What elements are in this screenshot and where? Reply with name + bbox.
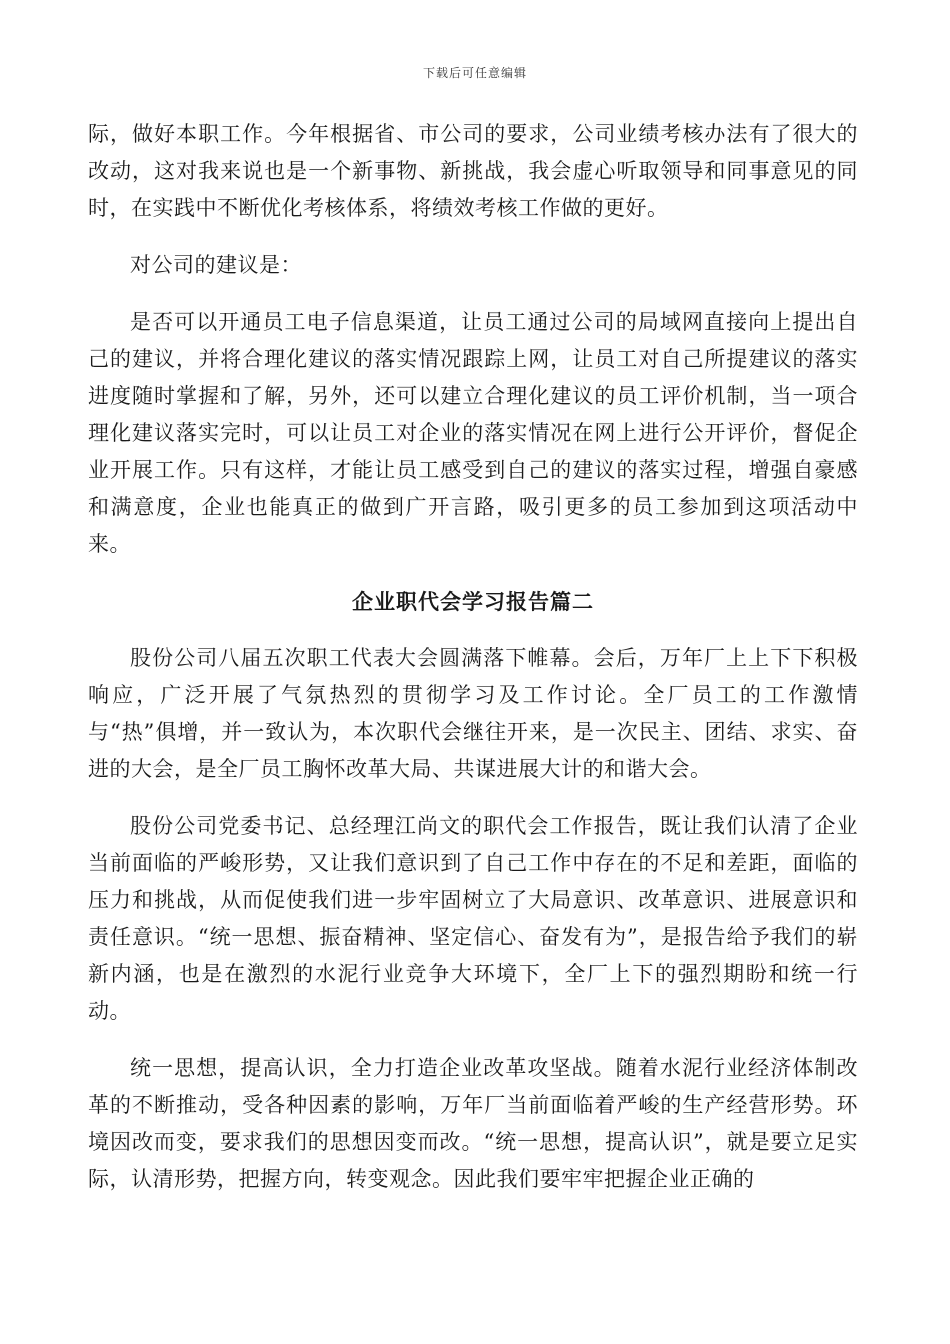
- page-header: 下载后可任意编辑: [422, 66, 527, 80]
- paragraph-5: 股份公司党委书记、总经理江尚文的职代会工作报告，既让我们认清了企业当前面临的严峻形势，又让我们意识到了自己工作中存在的不足和差距，面临的压力和挑战，从而促使我们进一步牢固树立了大局意识、改革意识、进展意识和责任意识。“统一思想、振奋精神、坚定信心、奋发有为”，是报告给予我们的崭新内涵，也是在激烈的水泥行业竞争大环境下，全厂上下的强烈期盼和统一行动。: [88, 814, 858, 1023]
- paragraph-4: 股份公司八届五次职工代表大会圆满落下帷幕。会后，万年厂上上下下积极响应，广泛开展了气氛热烈的贯彻学习及工作讨论。全厂员工的工作激情与“热”俱增，并一致认为，本次职代会继往开来，是一次民主、团结、求实、奋进的大会，是全厂员工胸怀改革大局、共谋进展大计的和谐大会。: [88, 646, 858, 781]
- paragraph-3: 是否可以开通员工电子信息渠道，让员工通过公司的局域网直接向上提出自己的建议，并将合理化建议的落实情况跟踪上网，让员工对自己所提建议的落实进度随时掌握和了解，另外，还可以建立合理化建议的员工评价机制，当一项合理化建议落实完时，可以让员工对企业的落实情况在网上进行公开评价，督促企业开展工作。只有这样，才能让员工感受到自己的建议的落实过程，增强自豪感和满意度，企业也能真正的做到广开言路，吸引更多的员工参加到这项活动中来。: [88, 310, 858, 556]
- document-body: [88, 116, 858, 1198]
- paragraph-gap: [88, 563, 858, 583]
- paragraph-gap: [88, 620, 858, 640]
- paragraph-2: 对公司的建议是：: [130, 253, 302, 277]
- section-title: 企业职代会学习报告篇二: [352, 589, 594, 614]
- paragraph-gap: [88, 227, 858, 247]
- paragraph-6: 统一思想，提高认识，全力打造企业改革攻坚战。随着水泥行业经济体制改革的不断推动，受各种因素的影响，万年厂当前面临着严峻的生产经营形势。环境因改而变，要求我们的思想因变而改。“统一思想，提高认识”，就是要立足实际，认清形势，把握方向，转变观念。因此我们要牢牢把握企业正确的: [88, 1056, 858, 1191]
- paragraph-gap: [88, 284, 858, 304]
- paragraph-1: 际，做好本职工作。今年根据省、市公司的要求，公司业绩考核办法有了很大的改动，这对我来说也是一个新事物、新挑战，我会虚心听取领导和同事意见的同时，在实践中不断优化考核体系，将绩效考核工作做的更好。: [88, 122, 858, 220]
- paragraph-gap: [88, 788, 858, 808]
- paragraph-gap: [88, 1030, 858, 1050]
